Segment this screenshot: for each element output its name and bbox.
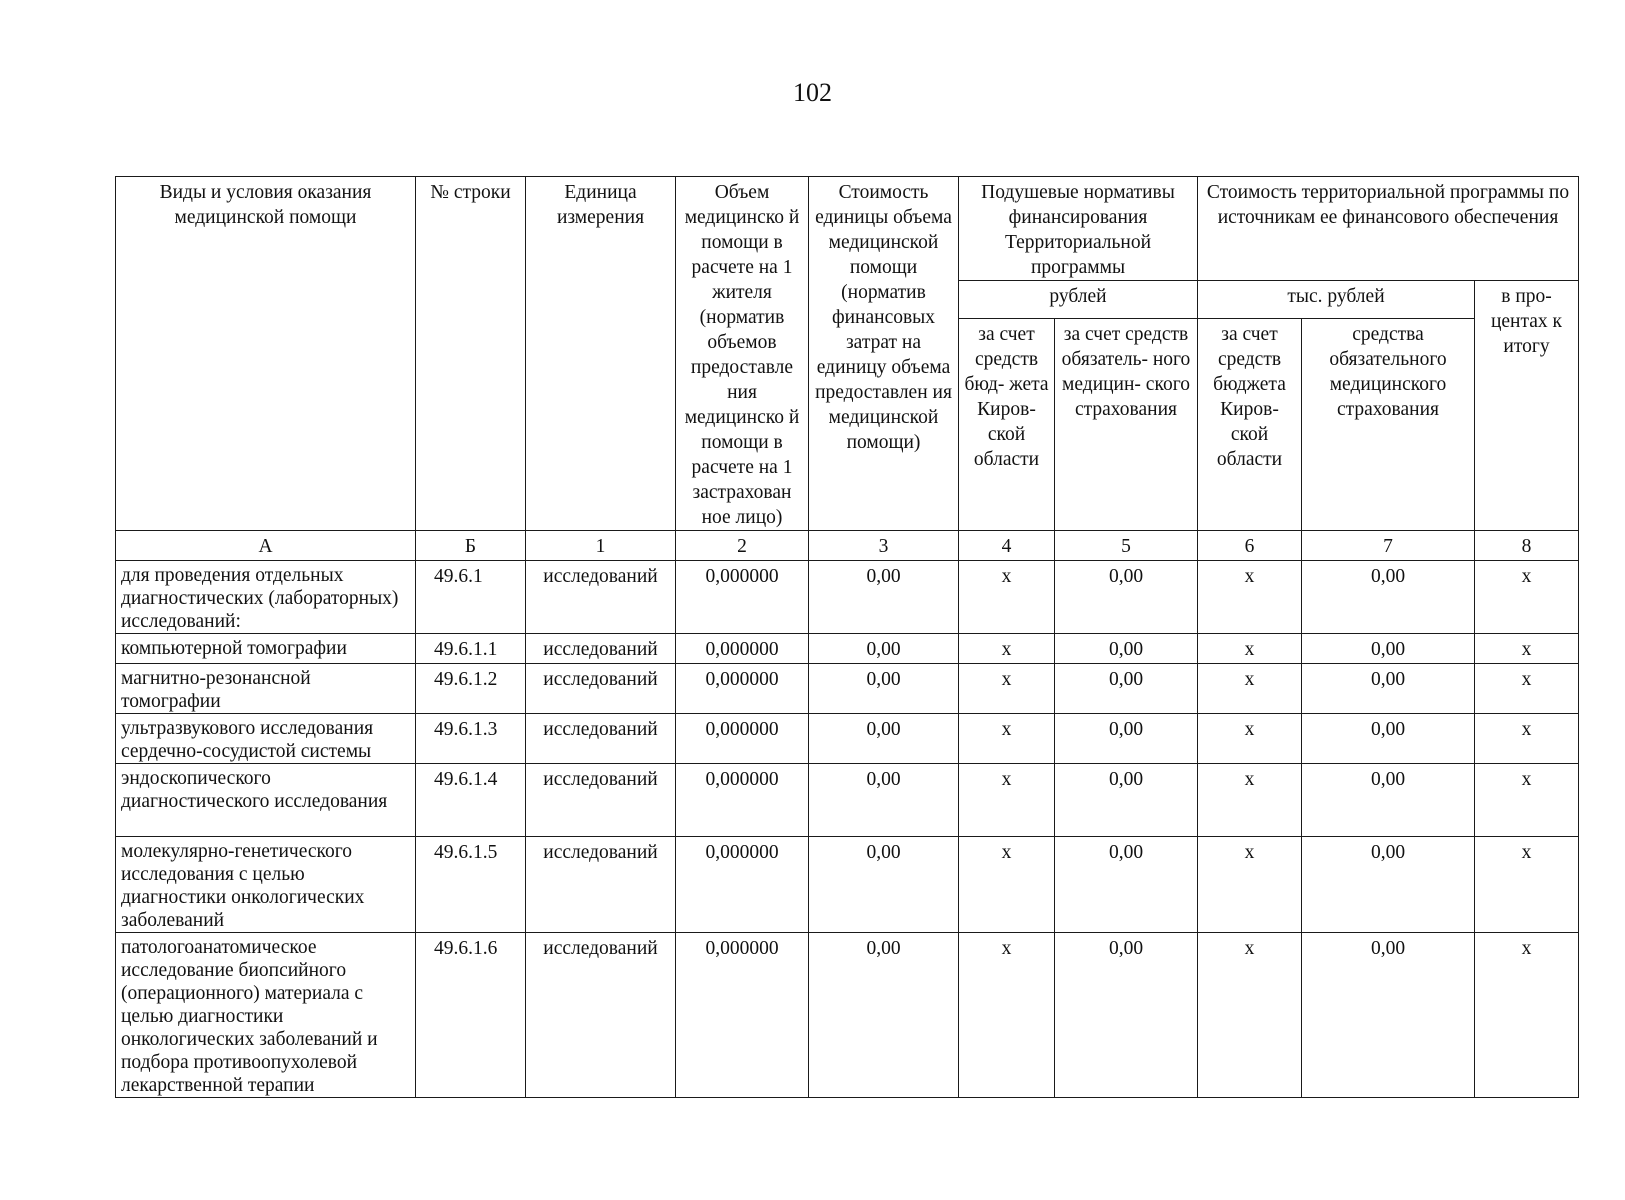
row-value-6: х: [1198, 764, 1302, 837]
row-value-2: 0,000000: [676, 764, 809, 837]
column-number-row: [116, 531, 1579, 561]
row-value-8: х: [1475, 837, 1579, 933]
column-number-cell: 2: [676, 531, 809, 561]
row-name: компьютерной томографии: [116, 634, 416, 664]
row-value-3: 0,00: [809, 837, 959, 933]
row-value-2: 0,000000: [676, 714, 809, 764]
header-col-b: № строки: [416, 177, 526, 531]
header-col-2: Объем медицинско й помощи в расчете на 1 жителя (норматив объемов предоставле ния медицинско й помощи в расчете на 1 застрахован ное лицо): [676, 177, 809, 531]
row-name: магнитно-резонансной томографии: [116, 664, 416, 714]
row-value-6: х: [1198, 837, 1302, 933]
row-value-8: х: [1475, 714, 1579, 764]
row-value-7: 0,00: [1302, 664, 1475, 714]
row-value-8: х: [1475, 664, 1579, 714]
row-value-6: х: [1198, 664, 1302, 714]
row-value-4: х: [959, 933, 1055, 1098]
row-value-6: х: [1198, 714, 1302, 764]
row-number: 49.6.1.5: [416, 837, 526, 933]
row-unit: исследований: [526, 933, 676, 1098]
row-value-8: х: [1475, 933, 1579, 1098]
header-row-1: [116, 177, 1579, 281]
row-name: молекулярно-генетического исследования с целью диагностики онкологических заболеваний: [116, 837, 416, 933]
row-value-6: х: [1198, 933, 1302, 1098]
header-col-a: Виды и условия оказания медицинской помощи: [116, 177, 416, 531]
row-value-5: 0,00: [1055, 764, 1198, 837]
row-value-2: 0,000000: [676, 634, 809, 664]
header-group-cost: Стоимость территориальной программы по источникам ее финансового обеспечения: [1198, 177, 1579, 281]
table-row: [116, 634, 1579, 664]
row-value-4: х: [959, 634, 1055, 664]
row-unit: исследований: [526, 764, 676, 837]
row-number: 49.6.1.1: [416, 634, 526, 664]
row-value-8: х: [1475, 634, 1579, 664]
header-col-3: Стоимость единицы объема медицинской помощи (норматив финансовых затрат на единицу объема предоставлен ия медицинской помощи): [809, 177, 959, 531]
row-value-3: 0,00: [809, 664, 959, 714]
row-unit: исследований: [526, 714, 676, 764]
row-value-4: х: [959, 714, 1055, 764]
row-value-5: 0,00: [1055, 837, 1198, 933]
column-number-cell: 7: [1302, 531, 1475, 561]
row-value-6: х: [1198, 561, 1302, 634]
row-value-4: х: [959, 764, 1055, 837]
row-value-4: х: [959, 837, 1055, 933]
row-value-8: х: [1475, 764, 1579, 837]
header-col-4: за счет средств бюд- жета Киров- ской области: [959, 319, 1055, 531]
table-row: [116, 561, 1579, 634]
header-col-6: за счет средств бюджета Киров- ской области: [1198, 319, 1302, 531]
row-number: 49.6.1.4: [416, 764, 526, 837]
financing-table: [115, 176, 1579, 1098]
header-col-1: Единица измерения: [526, 177, 676, 531]
row-value-2: 0,000000: [676, 561, 809, 634]
row-value-5: 0,00: [1055, 664, 1198, 714]
row-value-5: 0,00: [1055, 714, 1198, 764]
column-number-cell: 4: [959, 531, 1055, 561]
table-row: [116, 837, 1579, 933]
row-value-5: 0,00: [1055, 933, 1198, 1098]
row-name: ультразвукового исследования сердечно-сосудистой системы: [116, 714, 416, 764]
header-group-normatives: Подушевые нормативы финансирования Территориальной программы: [959, 177, 1198, 281]
page-number: 102: [793, 78, 832, 107]
header-col-8: в про- центах к итогу: [1475, 281, 1579, 531]
row-number: 49.6.1: [416, 561, 526, 634]
row-value-7: 0,00: [1302, 933, 1475, 1098]
column-number-cell: 6: [1198, 531, 1302, 561]
table-row: [116, 664, 1579, 714]
row-unit: исследований: [526, 664, 676, 714]
row-unit: исследований: [526, 837, 676, 933]
row-value-3: 0,00: [809, 764, 959, 837]
row-value-7: 0,00: [1302, 561, 1475, 634]
row-value-7: 0,00: [1302, 634, 1475, 664]
row-number: 49.6.1.6: [416, 933, 526, 1098]
column-number-cell: 8: [1475, 531, 1579, 561]
row-value-8: х: [1475, 561, 1579, 634]
column-number-cell: 5: [1055, 531, 1198, 561]
row-value-4: х: [959, 664, 1055, 714]
row-value-3: 0,00: [809, 714, 959, 764]
row-value-7: 0,00: [1302, 714, 1475, 764]
row-number: 49.6.1.3: [416, 714, 526, 764]
row-value-7: 0,00: [1302, 764, 1475, 837]
row-value-7: 0,00: [1302, 837, 1475, 933]
row-value-2: 0,000000: [676, 933, 809, 1098]
row-value-5: 0,00: [1055, 561, 1198, 634]
header-col-5: за счет средств обязатель- ного медицин- ского страхования: [1055, 319, 1198, 531]
table-row: [116, 714, 1579, 764]
row-value-5: 0,00: [1055, 634, 1198, 664]
row-number: 49.6.1.2: [416, 664, 526, 714]
column-number-cell: Б: [416, 531, 526, 561]
row-value-3: 0,00: [809, 561, 959, 634]
row-value-2: 0,000000: [676, 837, 809, 933]
row-name: для проведения отдельных диагностических (лабораторных) исследований:: [116, 561, 416, 634]
table-row: [116, 764, 1579, 837]
column-number-cell: 1: [526, 531, 676, 561]
column-number-cell: 3: [809, 531, 959, 561]
row-value-2: 0,000000: [676, 664, 809, 714]
column-number-cell: А: [116, 531, 416, 561]
row-value-3: 0,00: [809, 634, 959, 664]
row-value-3: 0,00: [809, 933, 959, 1098]
row-unit: исследований: [526, 561, 676, 634]
header-col-7: средства обязательного медицинского страхования: [1302, 319, 1475, 531]
row-name: патологоанатомическое исследование биопсийного (операционного) материала с целью диагностики онкологических заболеваний и подбора противоопухолевой лекарственной терапии: [116, 933, 416, 1098]
header-unit-rub: рублей: [959, 281, 1198, 319]
row-unit: исследований: [526, 634, 676, 664]
header-unit-thousand-rub: тыс. рублей: [1198, 281, 1475, 319]
row-value-4: х: [959, 561, 1055, 634]
row-name: эндоскопического диагностического исследования: [116, 764, 416, 837]
row-value-6: х: [1198, 634, 1302, 664]
table-row: [116, 933, 1579, 1098]
